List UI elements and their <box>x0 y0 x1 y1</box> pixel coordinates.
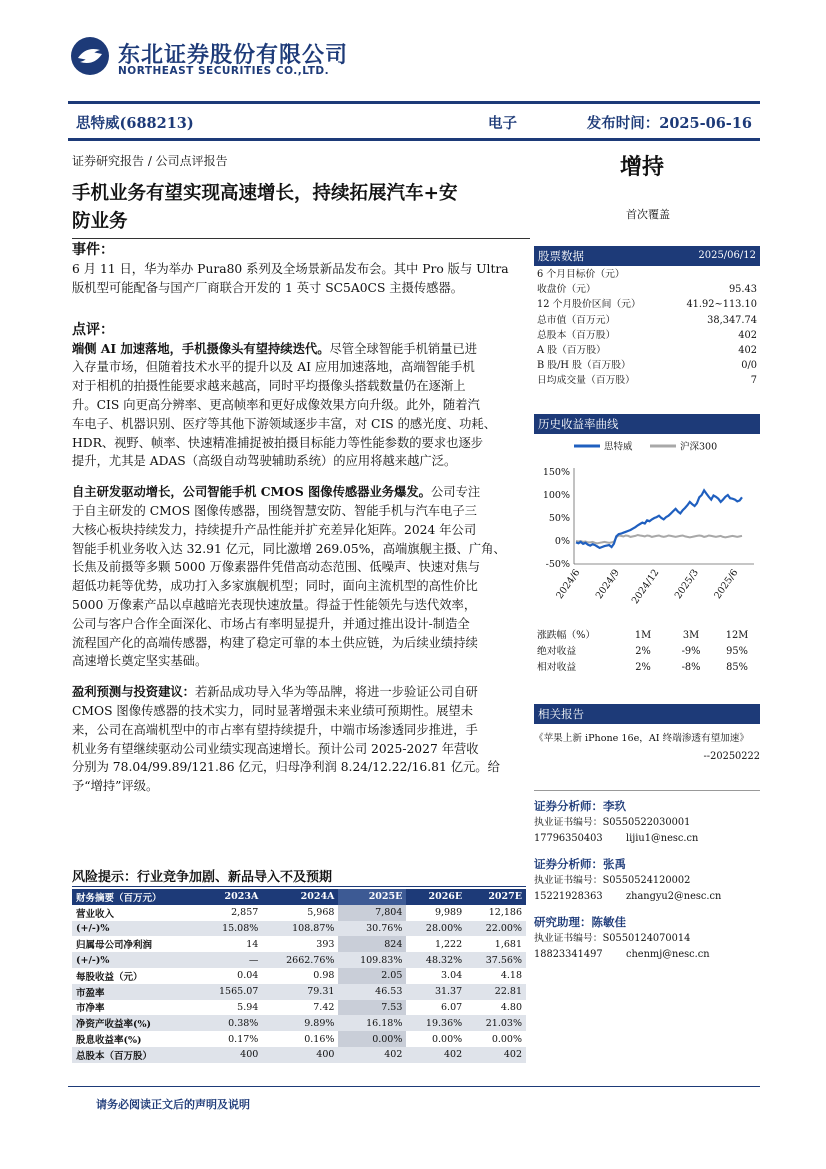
para3-line: 若新品成功导入华为等品牌，将进一步验证公司自研 <box>194 685 478 700</box>
stock-data-row <box>537 358 757 373</box>
table-cell: 22.81 <box>466 984 526 1000</box>
stock-data-row <box>537 267 757 282</box>
table-cell: 0.00% <box>338 1031 406 1047</box>
legend-label: 沪深300 <box>680 441 718 452</box>
company-name-en: NORTHEAST SECURITIES CO.,LTD. <box>118 65 330 77</box>
table-cell: 9.89% <box>262 1015 338 1031</box>
table-cell: 0.17% <box>228 1033 259 1045</box>
related-header: 相关报告 <box>534 704 760 724</box>
table-cell: 31.37 <box>406 984 466 1000</box>
analyst-contact <box>534 831 760 847</box>
table-header-cell: 财务摘要（百万元） <box>72 889 198 905</box>
table-header-cell: 2027E <box>466 889 526 905</box>
sidebar <box>534 246 760 963</box>
analyst-name: 证券分析师：李玖 <box>534 798 626 813</box>
para2-line: 长焦及前摄等多颗 5000 万像素器件凭借高动态范围、低噪声、快速对焦与 <box>72 560 481 575</box>
analyst-email[interactable]: zhangyu2@nesc.cn <box>626 890 722 902</box>
returns-row <box>537 660 757 676</box>
related-report-title[interactable]: 《苹果上新 iPhone 16e，AI 终端渗透有望加速》 <box>534 732 749 744</box>
stock-data-row <box>537 297 757 312</box>
table-cell: 市净率 <box>76 1003 105 1015</box>
stock-data-row <box>537 373 757 388</box>
stock-data-row <box>537 282 757 297</box>
table-cell: 108.87% <box>262 921 338 937</box>
table-cell: 22.00% <box>466 921 526 937</box>
left-column <box>72 240 528 796</box>
table-cell: 28.00% <box>406 921 466 937</box>
table-cell: 每股收益（元） <box>76 971 143 983</box>
returns-cell: 95% <box>726 645 748 657</box>
footer-rule <box>68 1086 760 1087</box>
analyst-cert: 执业证书编号：S0550524120002 <box>534 874 691 886</box>
para2-line: 流程国产化的高端传感器，构建了稳定可靠的本土供应链，为后续业绩持续 <box>72 635 478 650</box>
table-header-cell: 2023A <box>198 889 262 905</box>
table-cell: 402 <box>466 1047 526 1063</box>
table-cell: 400 <box>198 1047 262 1063</box>
financial-table-wrap <box>72 889 526 1063</box>
event-line: 6 月 11 日，华为举办 Pura80 系列及全场景新品发布会。其中 Pro 版与 Ultra <box>72 262 509 276</box>
y-tick-label: 150% <box>542 466 570 478</box>
table-cell: 1,222 <box>434 938 463 950</box>
table-cell: 7.53 <box>338 1000 406 1016</box>
table-cell: (+/-)% <box>72 952 198 968</box>
returns-cell: 2% <box>635 645 651 657</box>
table-row <box>72 1047 526 1063</box>
table-cell: 7,804 <box>338 905 406 921</box>
table-cell: 股息收益率(%) <box>76 1035 142 1047</box>
table-cell: 393 <box>316 938 335 950</box>
stock-name: 思特威(688213) <box>76 115 194 132</box>
table-cell: 4.18 <box>500 970 522 982</box>
y-tick-label: 50% <box>548 512 570 524</box>
table-cell: (+/-)% <box>72 921 198 937</box>
stock-data-label: A 股（百万股） <box>537 344 606 356</box>
company-logo <box>70 36 110 76</box>
analyst-phone: 18823341497 <box>534 948 603 960</box>
returns-cell: 85% <box>726 661 748 673</box>
table-cell: 46.53 <box>338 984 406 1000</box>
table-row <box>72 968 526 984</box>
analyst-cert: 执业证书编号：S0550124070014 <box>534 932 691 944</box>
para3-lead: 盈利预测与投资建议： <box>72 684 195 700</box>
para1-lead: 端侧 AI 加速落地，手机摄像头有望持续迭代。 <box>72 340 330 356</box>
table-cell: 19.36% <box>406 1015 466 1031</box>
comment-paragraph-3 <box>72 683 528 796</box>
analyst-email[interactable]: chenmj@nesc.cn <box>626 948 710 960</box>
rating: 增持 <box>620 154 665 180</box>
table-cell: 48.32% <box>406 952 466 968</box>
returns-cell: 涨跌幅（%） <box>537 629 596 641</box>
stock-data-label: 日均成交量（百万股） <box>537 375 635 387</box>
table-cell: 15.08% <box>198 921 262 937</box>
para2-line: 高速增长奠定坚实基础。 <box>72 654 208 669</box>
table-header-cell: 2024A <box>262 889 338 905</box>
table-row <box>72 905 526 921</box>
series-line-stock <box>576 490 742 548</box>
return-chart-svg <box>534 434 760 624</box>
y-tick-label: 100% <box>542 489 570 501</box>
stock-data-title: 股票数据 <box>538 249 584 263</box>
title-divider <box>72 238 530 239</box>
event-text <box>72 260 528 298</box>
analyst-block <box>534 797 760 847</box>
table-cell: 0.16% <box>304 1033 335 1045</box>
para2-line: 大核心板块持续发力，持续提升产品性能并扩充差异化矩阵。2024 年公司 <box>72 522 477 537</box>
x-tick-label: 2025/3 <box>672 566 701 601</box>
stock-data-list <box>534 266 760 389</box>
company-name-cn: 东北证券股份有限公司 <box>118 43 349 68</box>
event-heading: 事件： <box>72 242 114 258</box>
table-header-cell: 2025E <box>338 889 406 905</box>
table-header-row <box>72 889 526 905</box>
table-cell: 16.18% <box>338 1015 406 1031</box>
table-cell: 净资产收益率(%) <box>72 1015 198 1031</box>
analyst-phone: 17796350403 <box>534 832 603 844</box>
table-row <box>72 936 526 952</box>
para2-line: 5000 万像素产品以卓越暗光表现快速放量。得益于性能领先与迭代效率， <box>72 597 477 612</box>
returns-cell: -8% <box>681 661 701 673</box>
para3-line: 分别为 78.04/99.89/121.86 亿元，归母净利润 8.24/12.22/16.81 亿元。给 <box>72 760 500 775</box>
y-tick-label: -50% <box>545 558 570 570</box>
table-cell: 30.76% <box>338 921 406 937</box>
x-tick-label: 2024/9 <box>593 566 622 601</box>
table-cell: 营业收入 <box>76 908 115 920</box>
table-cell: 5.94 <box>237 1001 259 1013</box>
table-top-rule <box>72 886 526 887</box>
stock-data-label: 12 个月股价区间（元） <box>537 299 641 311</box>
title-line-2: 防业务 <box>72 211 128 232</box>
returns-cell: 1M <box>634 629 652 641</box>
table-cell: 402 <box>406 1047 466 1063</box>
returns-cell: 相对收益 <box>537 661 577 673</box>
comment-paragraph-1 <box>72 340 528 472</box>
stock-data-row <box>537 313 757 328</box>
table-cell: 9,989 <box>434 907 463 919</box>
para2-line: 超低功耗等优势，成功打入多家旗舰机型；同时，面向主流机型的高性价比 <box>72 579 478 594</box>
analyst-block <box>534 855 760 905</box>
stock-data-label: B 股/H 股（百万股） <box>537 360 631 372</box>
table-cell: 2.05 <box>338 968 406 984</box>
related-report-date: --20250222 <box>703 750 760 762</box>
para1-line: 升。CIS 向更高分辨率、更高帧率和更好成像效果方向升级。此外，随着汽 <box>72 397 480 412</box>
logo-emblem-icon <box>70 36 110 76</box>
stock-data-value: 7 <box>750 375 757 387</box>
returns-cell: 2% <box>635 661 651 673</box>
table-cell: 总股本（百万股） <box>72 1047 198 1063</box>
returns-table <box>534 628 760 676</box>
table-cell: 2662.76% <box>262 952 338 968</box>
stock-data-row <box>537 343 757 358</box>
analyst-block <box>534 913 760 963</box>
stock-data-value: 41.92~113.10 <box>686 299 757 311</box>
stock-data-label: 收盘价（元） <box>537 284 596 296</box>
analyst-contact <box>534 889 760 905</box>
table-row <box>72 952 526 968</box>
stock-data-value: 402 <box>738 329 757 341</box>
returns-row <box>537 644 757 660</box>
table-cell: 1,681 <box>494 938 522 950</box>
para1-line: 车电子、机器识别、医疗等其他下游领域逐步丰富，对 CIS 的感光度、功耗、 <box>72 416 497 431</box>
legend-label: 思特威 <box>604 441 633 452</box>
table-cell: 6.07 <box>441 1001 463 1013</box>
series-line-index <box>576 535 742 543</box>
table-cell: 79.31 <box>262 984 338 1000</box>
title-line-1: 手机业务有望实现高速增长，持续拓展汽车+安 <box>72 183 458 204</box>
table-cell: 12,186 <box>488 907 522 919</box>
table-row <box>72 921 526 937</box>
returns-cell: 绝对收益 <box>537 645 577 657</box>
table-cell: 归属母公司净利润 <box>76 940 153 952</box>
chart-section-header: 历史收益率曲线 <box>534 414 760 434</box>
para1-line: 入存量市场，但随着技术水平的提升以及 AI 应用加速落地，高端智能手机 <box>72 360 475 375</box>
risk-warning: 风险提示：行业竞争加剧、新品导入不及预期 <box>72 870 333 885</box>
table-cell: 0.00% <box>491 1033 522 1045</box>
para1-line: 对于相机的拍摄性能要求越来越高，同时平均摄像头搭载数量仍在逐渐上 <box>72 379 466 394</box>
analyst-name: 研究助理：陈敏佳 <box>534 914 626 929</box>
table-cell: 5,968 <box>307 907 335 919</box>
table-cell: 0.04 <box>237 970 259 982</box>
return-chart <box>534 434 760 624</box>
table-cell: — <box>198 952 262 968</box>
x-tick-label: 2024/12 <box>629 566 662 606</box>
publish-date: 发布时间：2025-06-16 <box>586 115 752 132</box>
x-tick-label: 2024/6 <box>554 566 583 601</box>
table-row <box>72 984 526 1000</box>
table-row <box>72 1000 526 1016</box>
para2-line: 公司专注 <box>430 485 481 500</box>
table-cell: 14 <box>246 938 259 950</box>
table-cell: 0.00% <box>431 1033 463 1045</box>
table-cell: 21.03% <box>466 1015 526 1031</box>
table-row <box>72 1031 526 1047</box>
para3-line: 来，公司在高端机型中的市占率有望持续提升，中端市场渗透同步推进，手 <box>72 722 478 737</box>
stock-data-label: 总市值（百万元） <box>537 314 616 326</box>
table-cell: 824 <box>338 936 406 952</box>
x-tick-label: 2025/6 <box>712 566 741 601</box>
stock-data-label: 6 个月目标价（元） <box>537 269 625 280</box>
returns-cell: 3M <box>682 629 700 641</box>
table-cell: 109.83% <box>338 952 406 968</box>
para1-line: 提升，尤其是 ADAS（高级自动驾驶辅助系统）的应用将越来越广泛。 <box>72 454 457 469</box>
para2-line: 公司与客户合作全面深化、市场占有率明显提升，并通过推出设计-制造全 <box>72 616 470 631</box>
para2-line: 智能手机业务收入达 32.91 亿元，同比激增 269.05%，高端旗舰主摄、广角、 <box>72 541 506 556</box>
table-cell: 7.42 <box>313 1001 335 1013</box>
stock-data-row <box>537 328 757 343</box>
para1-line: 尽管全球智能手机销量已进 <box>329 341 478 356</box>
returns-row <box>537 628 757 644</box>
stock-data-value: 402 <box>738 344 757 356</box>
table-cell: 0.98 <box>313 970 335 982</box>
report-title <box>72 180 458 236</box>
para1-line: HDR、视野、帧率、快速精准捕捉被拍摄目标能力等性能参数的要求也逐步 <box>72 435 484 450</box>
stock-data-value: 0/0 <box>741 360 757 372</box>
stock-data-value: 95.43 <box>728 284 757 296</box>
event-line: 版机型可能配备与国产厂商联合开发的 1 英寸 SC5A0CS 主摄传感器。 <box>72 280 464 295</box>
analyst-divider <box>534 790 760 791</box>
table-cell: 市盈率 <box>72 984 198 1000</box>
table-header-cell: 2026E <box>406 889 466 905</box>
y-tick-label: 0% <box>554 535 570 547</box>
stock-data-date: 2025/06/12 <box>698 250 756 261</box>
returns-cell: -9% <box>681 645 701 657</box>
table-cell: 1565.07 <box>198 984 262 1000</box>
table-cell: 0.38% <box>198 1015 262 1031</box>
table-row <box>72 1015 526 1031</box>
comment-paragraph-2 <box>72 483 528 671</box>
analyst-name: 证券分析师：张禹 <box>534 856 626 871</box>
analyst-email[interactable]: lijiu1@nesc.cn <box>626 832 699 844</box>
stock-data-value: 38,347.74 <box>707 314 757 326</box>
returns-cell: 12M <box>725 629 749 641</box>
para3-line: 机业务有望继续驱动公司业绩实现高速增长。预计公司 2025-2027 年营收 <box>72 741 479 756</box>
report-type: 证券研究报告 / 公司点评报告 <box>72 154 228 168</box>
table-cell: 400 <box>262 1047 338 1063</box>
para2-line: 于自主研发的 CMOS 图像传感器，围绕智慧安防、智能手机与汽车电子三 <box>72 503 477 518</box>
comment-heading: 点评： <box>72 321 114 338</box>
para3-line: 予“增持”评级。 <box>72 779 159 794</box>
analyst-list <box>534 797 760 963</box>
analyst-contact <box>534 947 760 963</box>
footer-disclaimer[interactable]: 请务必阅读正文后的声明及说明 <box>96 1098 250 1111</box>
table-cell: 4.80 <box>500 1001 522 1013</box>
stock-data-label: 总股本（百万股） <box>537 329 616 341</box>
header-bar <box>68 101 760 141</box>
table-cell: 2,857 <box>231 907 259 919</box>
financial-summary-table <box>72 889 526 1063</box>
para2-lead: 自主研发驱动增长，公司智能手机 CMOS 图像传感器业务爆发。 <box>72 484 431 500</box>
analyst-phone: 15221928363 <box>534 890 603 902</box>
table-cell: 37.56% <box>466 952 526 968</box>
para3-line: CMOS 图像传感器的技术实力，同时显著增强未来业绩可预期性。展望未 <box>72 703 474 718</box>
rating-note: 首次覆盖 <box>626 208 670 221</box>
table-cell: 3.04 <box>441 970 463 982</box>
table-cell: 402 <box>338 1047 406 1063</box>
analyst-cert: 执业证书编号：S0550522030001 <box>534 816 691 828</box>
stock-data-header <box>534 246 760 266</box>
sector-label: 电子 <box>488 115 517 132</box>
